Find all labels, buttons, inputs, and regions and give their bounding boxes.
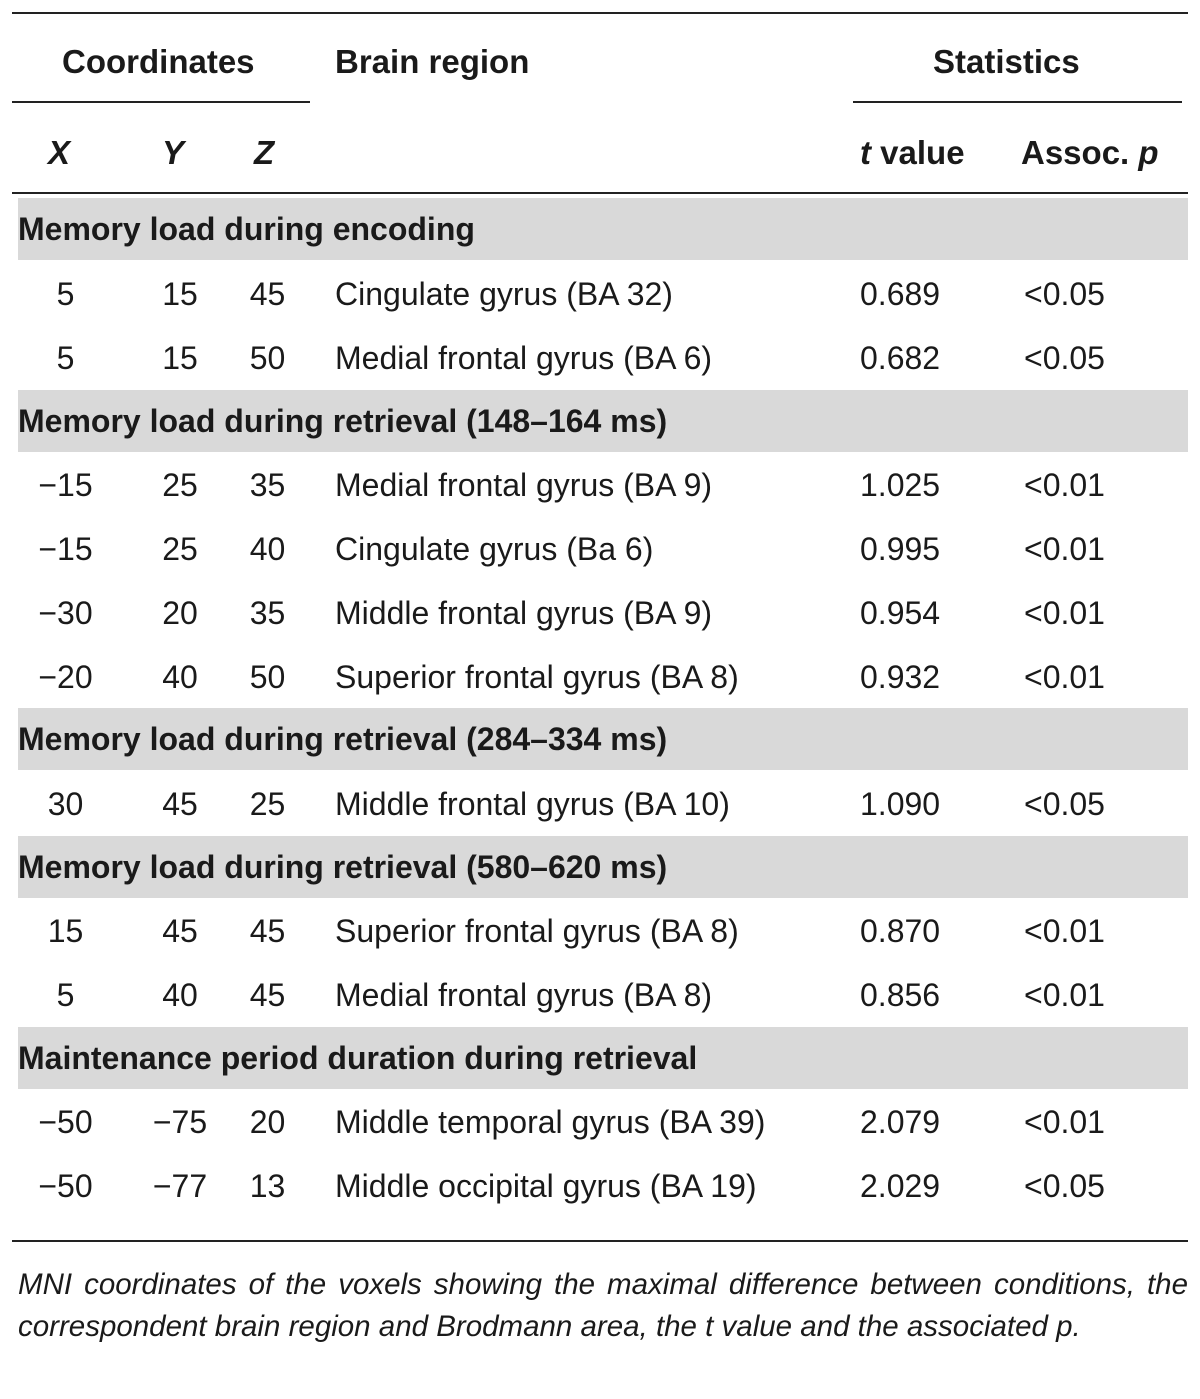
cell-z: 50 (249, 659, 286, 695)
cell-z: 45 (249, 913, 286, 949)
cell-region: Superior frontal gyrus (BA 8) (335, 913, 739, 949)
cell-y: 45 (162, 786, 198, 822)
cell-z: 35 (249, 467, 286, 503)
cell-p-value: <0.01 (1024, 913, 1105, 949)
cell-region: Medial frontal gyrus (BA 9) (335, 467, 713, 503)
cell-y: 40 (162, 977, 198, 1013)
cell-region: Middle frontal gyrus (BA 10) (335, 786, 730, 822)
table-row (0, 645, 1200, 709)
cell-p-value: <0.01 (1024, 467, 1105, 503)
table-row (0, 1090, 1200, 1154)
cell-y: −75 (152, 1104, 208, 1140)
cell-y: 15 (162, 340, 198, 376)
cell-region: Middle frontal gyrus (BA 9) (335, 595, 713, 631)
section-title: Maintenance period duration during retrieval (18, 1040, 698, 1076)
table-row (0, 963, 1200, 1027)
cell-region: Cingulate gyrus (Ba 6) (335, 531, 654, 567)
cell-region: Middle occipital gyrus (BA 19) (335, 1168, 757, 1204)
cell-y: −77 (152, 1168, 208, 1204)
table-row (0, 581, 1200, 645)
table-top-rule (12, 12, 1188, 14)
cell-t-value: 0.856 (860, 977, 941, 1013)
cell-p-value: <0.05 (1024, 340, 1105, 376)
cell-t-value: 0.870 (860, 913, 941, 949)
header-y-label: Y (162, 134, 185, 171)
cell-p-value: <0.01 (1024, 531, 1105, 567)
cell-t-value: 1.025 (860, 467, 941, 503)
cell-z: 25 (249, 786, 286, 822)
section-title: Memory load during encoding (18, 211, 475, 247)
cell-z: 45 (249, 276, 286, 312)
table-row (0, 453, 1200, 517)
cell-t-value: 0.954 (860, 595, 941, 631)
table-footnote: MNI coordinates of the voxels showing the maximal difference between conditions, the correspondent brain region and Brodmann area, the t value and the associated p. (18, 1268, 1188, 1343)
cell-t-value: 2.079 (860, 1104, 941, 1140)
table-row (0, 899, 1200, 963)
cell-x: 15 (47, 913, 84, 949)
header-brain-region: Brain region (335, 43, 530, 80)
cell-x: 30 (47, 786, 84, 822)
cell-x: −50 (38, 1104, 93, 1140)
coordinates-underline (12, 101, 310, 103)
section-title: Memory load during retrieval (580–620 ms) (18, 849, 668, 885)
cell-region: Medial frontal gyrus (BA 6) (335, 340, 713, 376)
cell-t-value: 0.689 (860, 276, 941, 312)
cell-z: 40 (249, 531, 286, 567)
section-title: Memory load during retrieval (148–164 ms) (18, 403, 668, 439)
cell-z: 13 (249, 1168, 286, 1204)
cell-z: 50 (249, 340, 286, 376)
statistics-underline (853, 101, 1182, 103)
cell-x: −30 (38, 595, 93, 631)
cell-y: 20 (162, 595, 198, 631)
cell-y: 25 (162, 531, 198, 567)
cell-x: −50 (38, 1168, 93, 1204)
cell-region: Cingulate gyrus (BA 32) (335, 276, 673, 312)
section-title: Memory load during retrieval (284–334 ms) (18, 721, 668, 757)
header-t-rest: value (871, 134, 965, 171)
header-t-italic: t (860, 134, 871, 171)
cell-y: 15 (162, 276, 198, 312)
cell-p-value: <0.01 (1024, 595, 1105, 631)
cell-t-value: 0.932 (860, 659, 941, 695)
header-p-italic: p (1138, 134, 1159, 171)
header-p-prefix: Assoc. (1021, 134, 1139, 171)
header-z-label: Z (254, 134, 275, 171)
header-bottom-rule (12, 192, 1188, 194)
cell-p-value: <0.01 (1024, 1104, 1105, 1140)
cell-y: 40 (162, 659, 198, 695)
header-z (254, 133, 274, 173)
table-row (0, 772, 1200, 836)
cell-z: 35 (249, 595, 286, 631)
cell-p-value: <0.01 (1024, 659, 1105, 695)
header-coordinates: Coordinates (62, 43, 255, 80)
cell-region: Superior frontal gyrus (BA 8) (335, 659, 739, 695)
cell-x: −15 (38, 467, 93, 503)
cell-x: 5 (56, 276, 75, 312)
cell-x: 5 (56, 340, 75, 376)
table-row (0, 1154, 1200, 1218)
cell-x: 5 (56, 977, 75, 1013)
cell-z: 45 (249, 977, 286, 1013)
cell-p-value: <0.01 (1024, 977, 1105, 1013)
table-row (0, 517, 1200, 581)
header-y (162, 133, 184, 173)
cell-t-value: 1.090 (860, 786, 941, 822)
header-x (48, 133, 70, 173)
table-bottom-rule (12, 1240, 1188, 1242)
cell-t-value: 2.029 (860, 1168, 941, 1204)
cell-region: Medial frontal gyrus (BA 8) (335, 977, 713, 1013)
cell-region: Middle temporal gyrus (BA 39) (335, 1104, 766, 1140)
table-row (0, 262, 1200, 326)
cell-p-value: <0.05 (1024, 786, 1105, 822)
cell-z: 20 (249, 1104, 286, 1140)
cell-p-value: <0.05 (1024, 276, 1105, 312)
cell-x: −15 (38, 531, 93, 567)
cell-t-value: 0.995 (860, 531, 941, 567)
header-x-label: X (48, 134, 71, 171)
header-assoc-p (1021, 133, 1159, 173)
cell-x: −20 (38, 659, 93, 695)
cell-p-value: <0.05 (1024, 1168, 1105, 1204)
header-t-value (860, 133, 965, 173)
cell-t-value: 0.682 (860, 340, 941, 376)
header-statistics: Statistics (933, 43, 1080, 80)
table-row (0, 326, 1200, 390)
cell-y: 25 (162, 467, 198, 503)
cell-y: 45 (162, 913, 198, 949)
